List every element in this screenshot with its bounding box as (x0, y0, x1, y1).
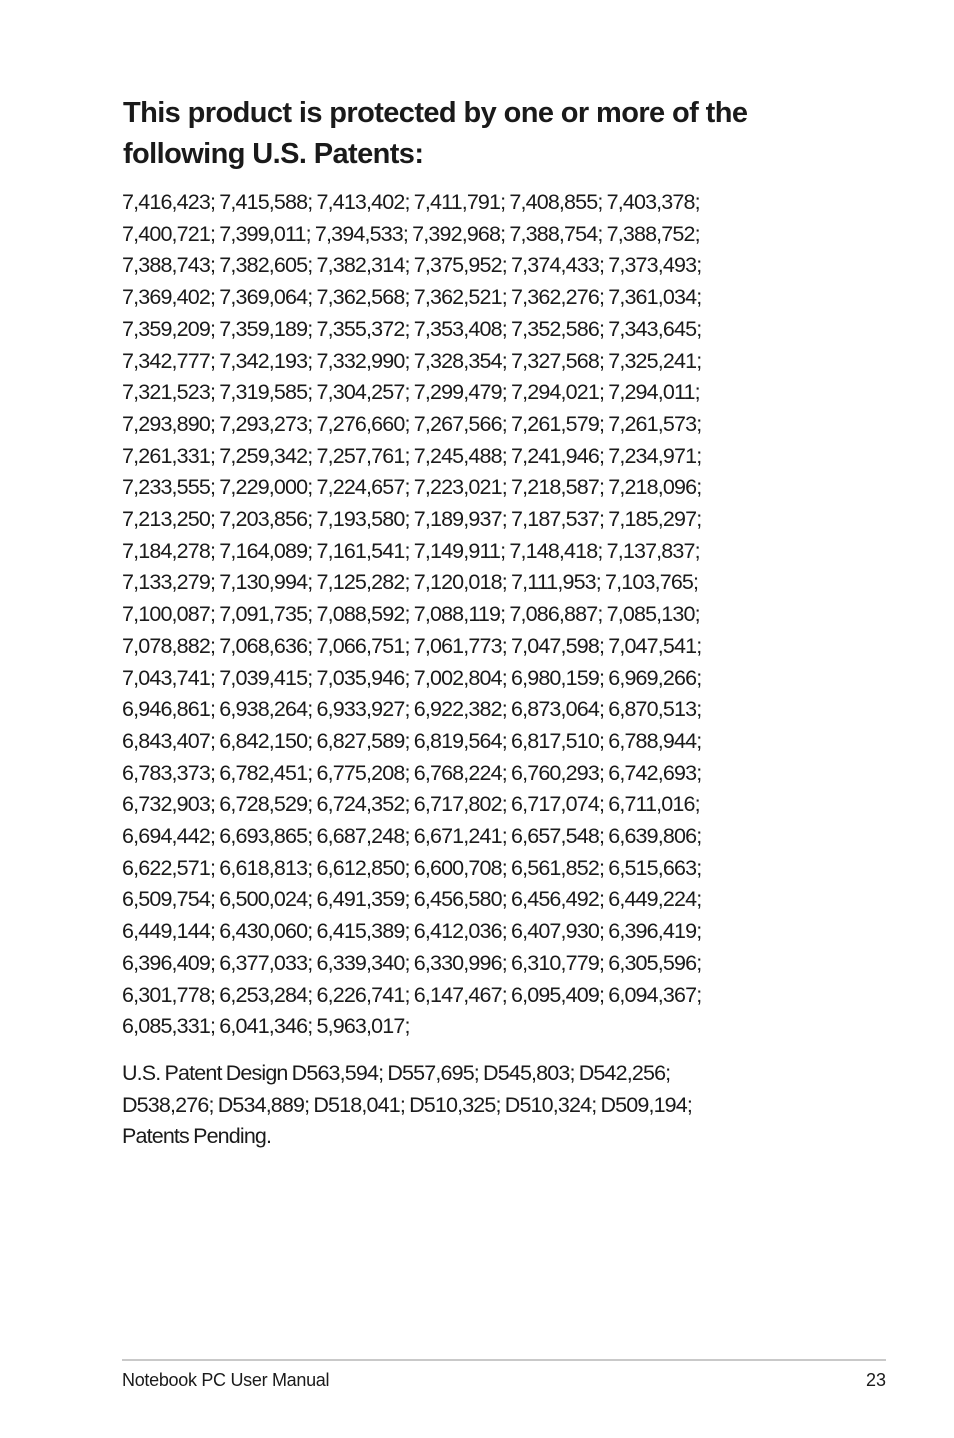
patent-line: 7,388,743; 7,382,605; 7,382,314; 7,375,952; 7,374,433; 7,373,493; (122, 253, 702, 278)
page-title-line-1: This product is protected by one or more of the (123, 97, 748, 129)
patent-line: 7,261,331; 7,259,342; 7,257,761; 7,245,488; 7,241,946; 7,234,971; (122, 443, 702, 468)
patent-line: 6,449,144; 6,430,060; 6,415,389; 6,412,036; 6,407,930; 6,396,419; (122, 919, 702, 944)
design-patent-line: U.S. Patent Design D563,594; D557,695; D545,803; D542,256; (122, 1061, 671, 1085)
patent-line: 6,085,331; 6,041,346; 5,963,017; (122, 1014, 410, 1039)
patent-line: 6,301,778; 6,253,284; 6,226,741; 6,147,467; 6,095,409; 6,094,367; (122, 982, 702, 1007)
patent-line: 6,732,903; 6,728,529; 6,724,352; 6,717,802; 6,717,074; 6,711,016; (122, 792, 700, 817)
patent-line: 7,342,777; 7,342,193; 7,332,990; 7,328,354; 7,327,568; 7,325,241; (122, 348, 702, 373)
patent-line: 7,213,250; 7,203,856; 7,193,580; 7,189,937; 7,187,537; 7,185,297; (122, 507, 702, 532)
patent-line: 7,416,423; 7,415,588; 7,413,402; 7,411,791; 7,408,855; 7,403,378; (122, 190, 700, 214)
patent-line: 7,359,209; 7,359,189; 7,355,372; 7,353,408; 7,352,586; 7,343,645; (122, 316, 702, 341)
patent-line: 6,946,861; 6,938,264; 6,933,927; 6,922,382; 6,873,064; 6,870,513; (122, 697, 702, 722)
patent-line: 6,843,407; 6,842,150; 6,827,589; 6,819,564; 6,817,510; 6,788,944; (122, 728, 702, 753)
patent-line: 7,400,721; 7,399,011; 7,394,533; 7,392,968; 7,388,754; 7,388,752; (122, 221, 700, 246)
design-patent-line: D538,276; D534,889; D518,041; D510,325; D510,324; D509,194; (122, 1092, 693, 1117)
patent-line: 7,078,882; 7,068,636; 7,066,751; 7,061,773; 7,047,598; 7,047,541; (122, 633, 702, 658)
patent-line: 6,396,409; 6,377,033; 6,339,340; 6,330,996; 6,310,779; 6,305,596; (122, 950, 702, 975)
patent-line: 6,509,754; 6,500,024; 6,491,359; 6,456,580; 6,456,492; 6,449,224; (122, 887, 702, 912)
patent-line: 7,293,890; 7,293,273; 7,276,660; 7,267,566; 7,261,579; 7,261,573; (122, 411, 702, 436)
patent-line: 7,043,741; 7,039,415; 7,035,946; 7,002,804; 6,980,159; 6,969,266; (122, 665, 702, 690)
patent-line: 7,233,555; 7,229,000; 7,224,657; 7,223,021; 7,218,587; 7,218,096; (122, 475, 702, 500)
design-patent-paragraph (122, 1058, 842, 1153)
page-title-line-2: following U.S. Patents: (123, 138, 424, 170)
patent-line: 7,369,402; 7,369,064; 7,362,568; 7,362,521; 7,362,276; 7,361,034; (122, 285, 702, 310)
patent-line: 6,694,442; 6,693,865; 6,687,248; 6,671,241; 6,657,548; 6,639,806; (122, 824, 702, 849)
patent-line: 6,783,373; 6,782,451; 6,775,208; 6,768,224; 6,760,293; 6,742,693; (122, 760, 702, 785)
page-title (123, 93, 843, 175)
patent-line: 7,321,523; 7,319,585; 7,304,257; 7,299,479; 7,294,021; 7,294,011; (122, 380, 700, 405)
patent-number-list (122, 187, 842, 1043)
footer-page-number: 23 (865, 1370, 886, 1390)
patent-line: 7,184,278; 7,164,089; 7,161,541; 7,149,911; 7,148,418; 7,137,837; (122, 538, 700, 563)
patent-line: 7,100,087; 7,091,735; 7,088,592; 7,088,119; 7,086,887; 7,085,130; (122, 602, 700, 627)
patents-pending-line: Patents Pending. (122, 1124, 272, 1149)
footer-manual-title: Notebook PC User Manual (122, 1370, 330, 1390)
patent-line: 7,133,279; 7,130,994; 7,125,282; 7,120,018; 7,111,953; 7,103,765; (122, 570, 699, 595)
patent-line: 6,622,571; 6,618,813; 6,612,850; 6,600,708; 6,561,852; 6,515,663; (122, 855, 702, 880)
footer-divider (122, 1359, 886, 1361)
